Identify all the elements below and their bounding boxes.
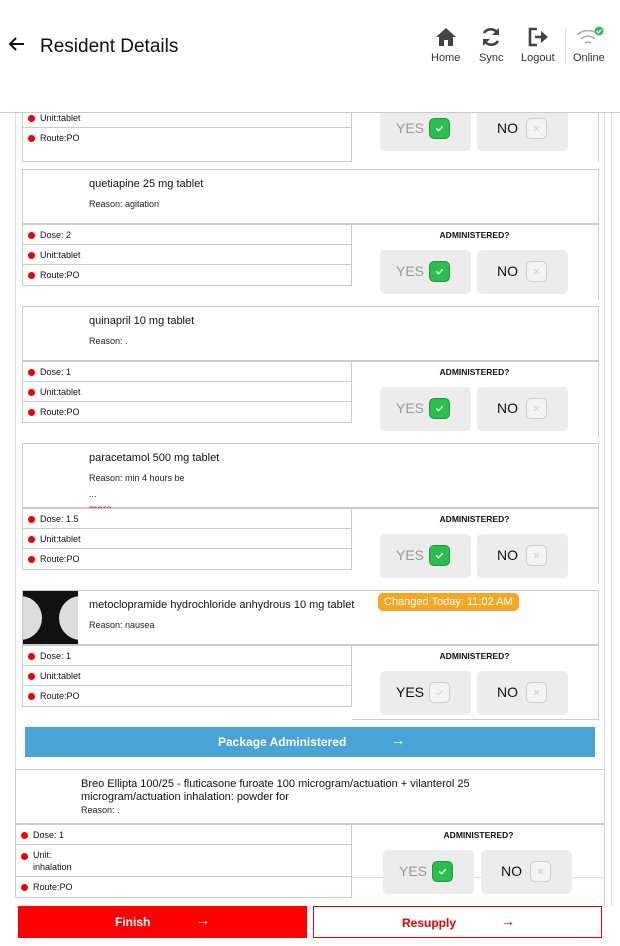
footer-actions	[0, 906, 620, 946]
med-reason: Reason: min 4 hours be	[89, 473, 185, 483]
med-image	[23, 591, 78, 644]
app-header	[0, 0, 620, 113]
yes-button[interactable]	[383, 850, 474, 894]
yes-label: YES	[396, 684, 425, 700]
partial-med-properties	[22, 113, 352, 149]
route-text: Route:PO	[40, 554, 80, 564]
arrow-right-icon: →	[501, 913, 515, 929]
no-button[interactable]	[481, 850, 572, 894]
dose-text: Dose: 1	[40, 651, 72, 661]
med-reason: Reason: .	[81, 805, 120, 815]
administered-panel	[352, 361, 599, 437]
no-label: NO	[497, 684, 518, 700]
bullet-icon	[28, 232, 35, 239]
bullet-icon	[21, 853, 28, 860]
med-reason: Reason: nausea	[89, 620, 155, 630]
logout-icon	[526, 26, 550, 48]
administered-label: ADMINISTERED?	[439, 651, 510, 661]
back-arrow-icon[interactable]	[8, 34, 26, 54]
check-icon	[429, 545, 450, 566]
bullet-icon	[28, 135, 35, 142]
yes-button[interactable]	[380, 534, 471, 578]
route-text: Route:PO	[40, 691, 80, 701]
online-label: Online	[573, 52, 605, 64]
med-reason: Reason: agitation	[89, 199, 160, 209]
unit-text: Unit:	[33, 850, 52, 860]
dose-text: Dose: 1	[33, 830, 65, 840]
reason-ellipsis: ...	[89, 489, 97, 499]
med-name: metoclopramide hydrochloride anhydrous 10 mg tablet	[89, 599, 355, 611]
route-row	[23, 265, 351, 285]
bullet-icon	[28, 516, 35, 523]
unit-row	[16, 845, 351, 877]
no-button[interactable]	[477, 534, 568, 578]
med-name-line1: Breo Ellipta 100/25 - fluticasone furoate 100 microgram/actuation + vilanterol 25	[81, 778, 470, 790]
bullet-icon	[28, 536, 35, 543]
yes-label: YES	[396, 263, 425, 279]
arrow-right-icon: →	[391, 732, 405, 748]
no-button[interactable]	[477, 250, 568, 294]
med-name	[81, 778, 470, 804]
unit-row	[23, 113, 351, 128]
dose-row	[23, 646, 351, 666]
unit-row	[23, 382, 351, 402]
no-label: NO	[497, 400, 518, 416]
bullet-icon	[28, 693, 35, 700]
bullet-icon	[28, 653, 35, 660]
sync-label: Sync	[479, 52, 504, 64]
bullet-icon	[28, 409, 35, 416]
dose-row	[23, 225, 351, 245]
check-icon	[429, 398, 450, 419]
logout-button[interactable]	[521, 26, 555, 64]
dose-row	[16, 825, 351, 845]
unit-text: Unit:tablet	[40, 113, 81, 123]
administered-panel	[352, 224, 599, 300]
route-text: Route:PO	[40, 270, 80, 280]
bullet-icon	[28, 115, 35, 122]
unit-text-2: inhalation	[33, 862, 72, 872]
medication-list[interactable]	[0, 113, 620, 906]
administered-panel	[352, 508, 599, 584]
med-properties	[22, 361, 352, 423]
no-label: NO	[501, 863, 522, 879]
wifi-online-icon	[574, 26, 604, 48]
check-icon	[429, 118, 450, 139]
administered-label: ADMINISTERED?	[439, 230, 510, 240]
finish-button[interactable]	[18, 906, 307, 938]
close-icon	[526, 261, 547, 282]
dose-text: Dose: 2	[40, 230, 72, 240]
med-name: quinapril 10 mg tablet	[89, 315, 195, 327]
administered-label: ADMINISTERED?	[439, 514, 510, 524]
unit-row	[23, 245, 351, 265]
med-header-metoclopramide	[22, 590, 599, 645]
dose-row	[23, 509, 351, 529]
med-header-quinapril	[22, 306, 599, 361]
package-administered-button[interactable]	[25, 727, 595, 757]
changed-today-badge: Changed Today: 11:02 AM	[378, 593, 519, 611]
route-text: Route:PO	[40, 133, 80, 143]
close-icon	[526, 682, 547, 703]
logout-label: Logout	[521, 52, 555, 64]
unit-text: Unit:tablet	[40, 387, 81, 397]
finish-label: Finish	[115, 915, 151, 929]
dose-text: Dose: 1.5	[40, 514, 79, 524]
resupply-button[interactable]	[313, 906, 602, 938]
med-name-line2: microgram/actuation inhalation: powder for	[81, 791, 289, 803]
med-header-breo-ellipta	[15, 769, 605, 824]
yes-label: YES	[396, 547, 425, 563]
resupply-label: Resupply	[402, 916, 457, 930]
bullet-icon	[21, 884, 28, 891]
yes-button[interactable]	[380, 671, 471, 715]
yes-label: YES	[396, 120, 425, 136]
med-reason: Reason: .	[89, 336, 128, 346]
sync-icon	[479, 26, 503, 48]
bullet-icon	[28, 272, 35, 279]
no-label: NO	[497, 547, 518, 563]
no-label: NO	[497, 263, 518, 279]
med-properties	[22, 645, 352, 707]
route-row	[16, 877, 351, 897]
yes-button[interactable]	[380, 250, 471, 294]
med-properties	[15, 824, 352, 898]
med-properties	[22, 224, 352, 286]
bullet-icon	[28, 369, 35, 376]
route-row	[23, 549, 351, 569]
close-icon	[526, 545, 547, 566]
administered-panel	[352, 645, 599, 720]
route-text: Route:PO	[40, 407, 80, 417]
partial-med-spacer	[22, 148, 352, 162]
yes-button[interactable]	[380, 387, 471, 431]
bullet-icon	[28, 673, 35, 680]
no-button[interactable]	[477, 671, 568, 715]
home-icon	[434, 26, 458, 48]
no-button[interactable]	[477, 113, 568, 151]
home-button[interactable]	[431, 26, 460, 64]
med-header-quetiapine	[22, 169, 599, 224]
yes-label: YES	[396, 400, 425, 416]
page-title: Resident Details	[40, 36, 179, 57]
unit-text: Unit:tablet	[40, 671, 81, 681]
no-button[interactable]	[477, 387, 568, 431]
med-header-paracetamol	[22, 443, 599, 508]
bullet-icon	[28, 252, 35, 259]
route-text: Route:PO	[33, 882, 73, 892]
check-icon	[429, 682, 450, 703]
med-name: paracetamol 500 mg tablet	[89, 452, 220, 464]
administered-label: ADMINISTERED?	[439, 367, 510, 377]
close-icon	[526, 398, 547, 419]
unit-text: Unit:tablet	[40, 534, 81, 544]
dose-row	[23, 362, 351, 382]
home-label: Home	[431, 52, 461, 64]
med-properties	[22, 508, 352, 570]
arrow-right-icon: →	[196, 912, 210, 928]
partial-administered-panel	[352, 113, 599, 162]
bullet-icon	[28, 556, 35, 563]
no-label: NO	[497, 120, 518, 136]
med-name: quetiapine 25 mg tablet	[89, 178, 204, 190]
online-status	[573, 26, 605, 64]
dose-text: Dose: 1	[40, 367, 72, 377]
route-row	[23, 402, 351, 422]
sync-button[interactable]	[479, 26, 503, 64]
close-icon	[530, 861, 551, 882]
check-icon	[429, 261, 450, 282]
package-button-label: Package Administered	[218, 735, 347, 749]
route-row	[23, 686, 351, 706]
administered-panel	[352, 824, 605, 906]
unit-text: Unit:tablet	[40, 250, 81, 260]
yes-label: YES	[399, 863, 428, 879]
close-icon	[526, 118, 547, 139]
scrollbar-track[interactable]	[611, 113, 612, 906]
yes-button[interactable]	[380, 113, 471, 151]
route-row	[23, 128, 351, 148]
administered-label: ADMINISTERED?	[443, 830, 514, 840]
unit-row	[23, 666, 351, 686]
unit-row	[23, 529, 351, 549]
header-divider	[565, 28, 566, 62]
bullet-icon	[28, 389, 35, 396]
bullet-icon	[21, 832, 28, 839]
check-icon	[432, 861, 453, 882]
